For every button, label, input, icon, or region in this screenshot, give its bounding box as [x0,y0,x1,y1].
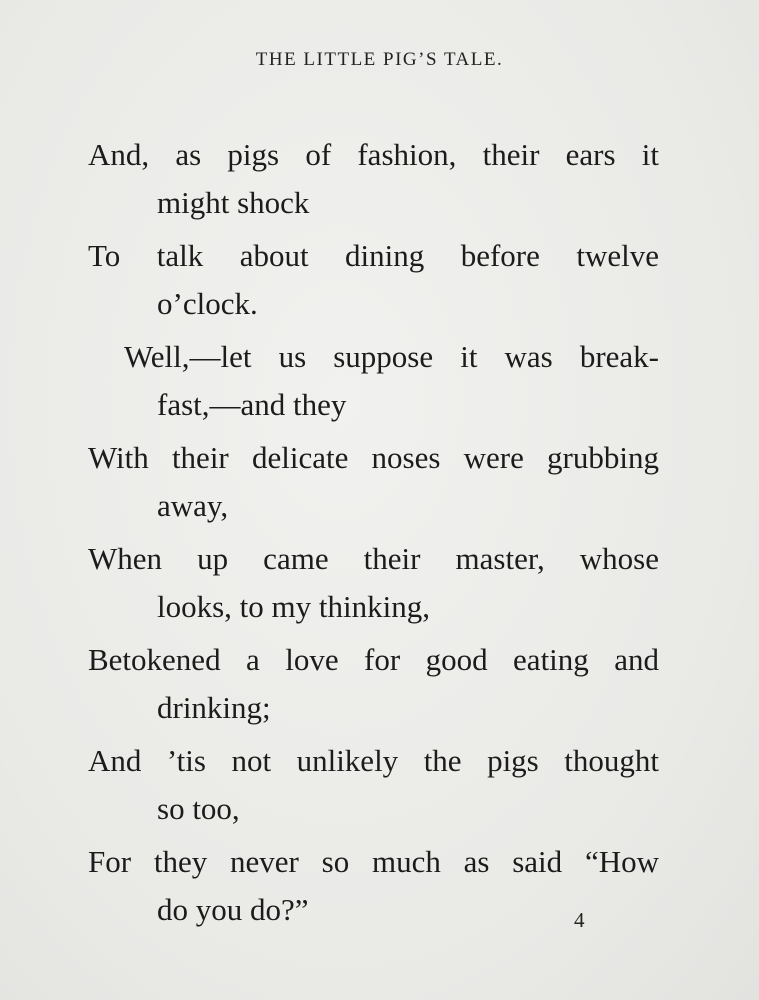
verse-line-continuation: might shock [157,185,310,220]
poem-body [88,131,659,939]
page-number: 4 [574,908,585,932]
verse-line: And, as pigs of fashion, their ears it [88,137,659,172]
verse-line-continuation: o’clock. [157,286,258,321]
verse-line-continuation: drinking; [157,690,271,725]
verse-line: With their delicate noses were grubbing [88,440,659,475]
verse-line: And ’tis not unlikely the pigs thought [88,743,659,778]
verse-line: To talk about dining before twelve [88,238,659,273]
verse-line: For they never so much as said “How [88,844,659,879]
verse-couplet [88,333,659,429]
verse-couplet [88,636,659,732]
verse-couplet [88,535,659,631]
verse-couplet [88,737,659,833]
verse-line: Well,—let us suppose it was break- [124,339,659,374]
verse-line-continuation: away, [157,488,229,523]
running-title: THE LITTLE PIG’S TALE. [255,49,504,70]
verse-couplet [88,131,659,227]
verse-couplet [88,434,659,530]
verse-line-continuation: fast,—and they [157,387,347,422]
verse-line-continuation: so too, [157,791,240,826]
verse-line: Betokened a love for good eating and [88,642,659,677]
verse-line-continuation: do you do?” [157,892,309,927]
verse-line: When up came their master, whose [88,541,659,576]
verse-couplet [88,232,659,328]
verse-line-continuation: looks, to my thinking, [157,589,430,624]
